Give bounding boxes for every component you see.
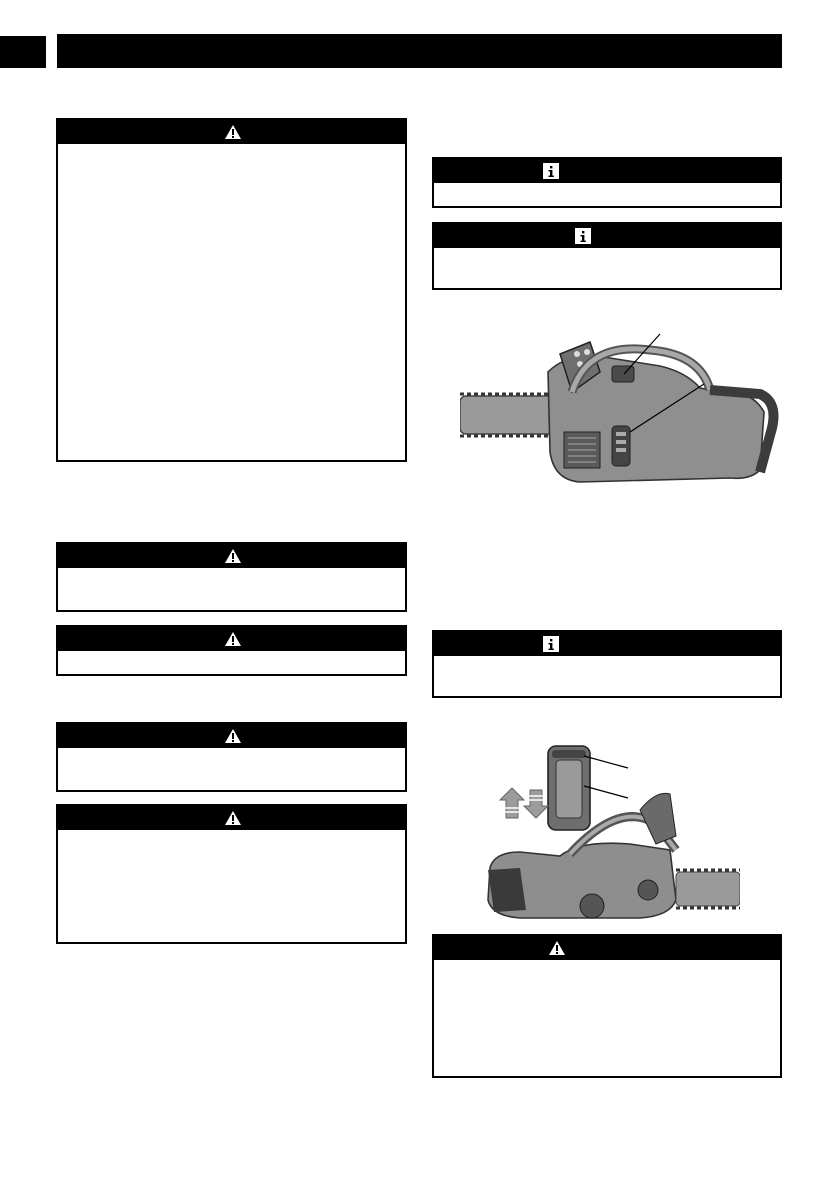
warning-triangle-icon bbox=[224, 727, 242, 745]
note-header bbox=[434, 224, 780, 248]
note-header bbox=[434, 632, 780, 656]
note-header bbox=[434, 159, 780, 183]
warning-header bbox=[58, 627, 405, 651]
warning-header bbox=[58, 544, 405, 568]
warning-header bbox=[434, 936, 780, 960]
note-box bbox=[432, 630, 782, 698]
chainsaw-illustration bbox=[460, 332, 780, 484]
info-icon bbox=[574, 227, 592, 245]
warning-header bbox=[58, 806, 405, 830]
battery-insertion-illustration bbox=[480, 740, 740, 926]
warning-triangle-icon bbox=[224, 630, 242, 648]
warning-triangle-icon bbox=[548, 939, 566, 957]
warning-box bbox=[56, 722, 407, 792]
warning-header bbox=[58, 120, 405, 144]
section-header-bar bbox=[57, 34, 782, 68]
info-icon bbox=[542, 162, 560, 180]
warning-triangle-icon bbox=[224, 123, 242, 141]
note-box bbox=[432, 222, 782, 290]
warning-box bbox=[56, 118, 407, 462]
warning-box bbox=[56, 542, 407, 612]
warning-triangle-icon bbox=[224, 809, 242, 827]
warning-box bbox=[432, 934, 782, 1078]
warning-header bbox=[58, 724, 405, 748]
page-tab bbox=[0, 36, 46, 68]
info-icon bbox=[542, 635, 560, 653]
warning-box bbox=[56, 804, 407, 944]
warning-triangle-icon bbox=[224, 547, 242, 565]
note-box bbox=[432, 157, 782, 208]
warning-box bbox=[56, 625, 407, 676]
